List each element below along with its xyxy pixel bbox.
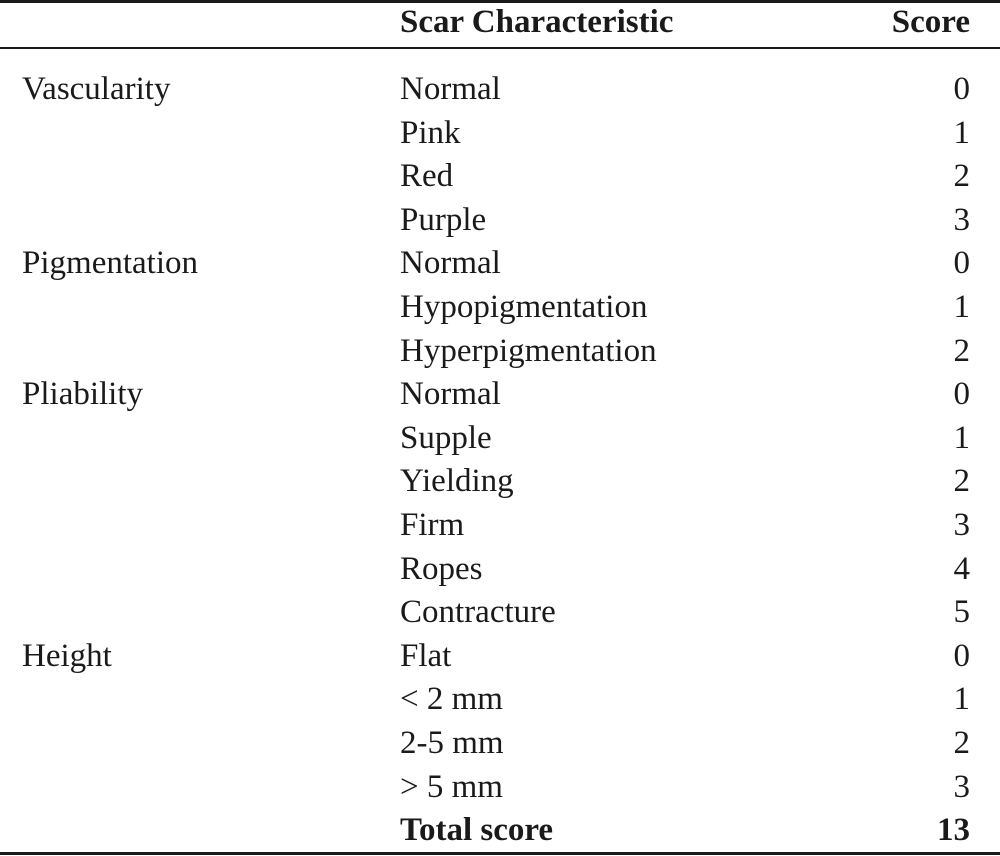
score-cell: 3 [953, 768, 970, 805]
score-cell: 0 [953, 376, 970, 413]
score-cell: 4 [953, 550, 970, 587]
characteristic-cell: Contracture [400, 594, 556, 631]
characteristic-cell: Flat [400, 637, 452, 674]
score-cell: 3 [953, 201, 970, 238]
characteristic-cell: Pink [400, 114, 461, 151]
table-row [0, 722, 1000, 766]
score-cell: 0 [953, 71, 970, 107]
characteristic-cell: Purple [400, 201, 487, 238]
score-cell: 0 [953, 637, 970, 674]
table-row [0, 548, 1000, 592]
table-row [0, 155, 1000, 199]
score-cell: 2 [953, 332, 970, 369]
score-cell: 2 [953, 724, 970, 761]
table-row [0, 330, 1000, 374]
table-row [0, 286, 1000, 330]
characteristic-cell: Normal [400, 71, 501, 107]
characteristic-cell: Normal [400, 245, 501, 282]
score-cell: 1 [953, 681, 970, 718]
total-score: 13 [937, 812, 970, 849]
category-cell: Pliability [22, 376, 144, 413]
score-cell: 5 [953, 594, 970, 631]
table-row [0, 678, 1000, 722]
characteristic-cell: 2-5 mm [400, 724, 504, 761]
table-row [0, 199, 1000, 243]
header-rule [0, 47, 1000, 49]
table-row [0, 112, 1000, 156]
header-characteristic: Scar Characteristic [400, 4, 674, 40]
table-header [0, 2, 1000, 46]
score-cell: 2 [953, 463, 970, 500]
score-cell: 1 [953, 288, 970, 325]
table-row [0, 460, 1000, 504]
total-label: Total score [400, 812, 554, 849]
characteristic-cell: < 2 mm [400, 681, 503, 718]
table-row [0, 68, 1000, 112]
total-row [0, 809, 1000, 853]
category-cell: Vascularity [22, 71, 171, 107]
bottom-rule [0, 852, 1000, 855]
score-cell: 0 [953, 245, 970, 282]
score-cell: 2 [953, 158, 970, 195]
category-cell: Height [22, 637, 112, 674]
characteristic-cell: > 5 mm [400, 768, 503, 805]
table-body [0, 68, 1000, 853]
table-row [0, 591, 1000, 635]
score-cell: 3 [953, 506, 970, 543]
characteristic-cell: Yielding [400, 463, 514, 500]
table-row [0, 373, 1000, 417]
characteristic-cell: Red [400, 158, 454, 195]
table-row [0, 504, 1000, 548]
category-cell: Pigmentation [22, 245, 198, 282]
characteristic-cell: Supple [400, 419, 492, 456]
characteristic-cell: Firm [400, 506, 465, 543]
table-row [0, 417, 1000, 461]
characteristic-cell: Normal [400, 376, 501, 413]
score-cell: 1 [953, 419, 970, 456]
characteristic-cell: Hyperpigmentation [400, 332, 657, 369]
characteristic-cell: Ropes [400, 550, 483, 587]
table-row [0, 242, 1000, 286]
score-cell: 1 [953, 114, 970, 151]
header-score: Score [891, 4, 970, 40]
table-row [0, 635, 1000, 679]
characteristic-cell: Hypopigmentation [400, 288, 648, 325]
table-row [0, 766, 1000, 810]
